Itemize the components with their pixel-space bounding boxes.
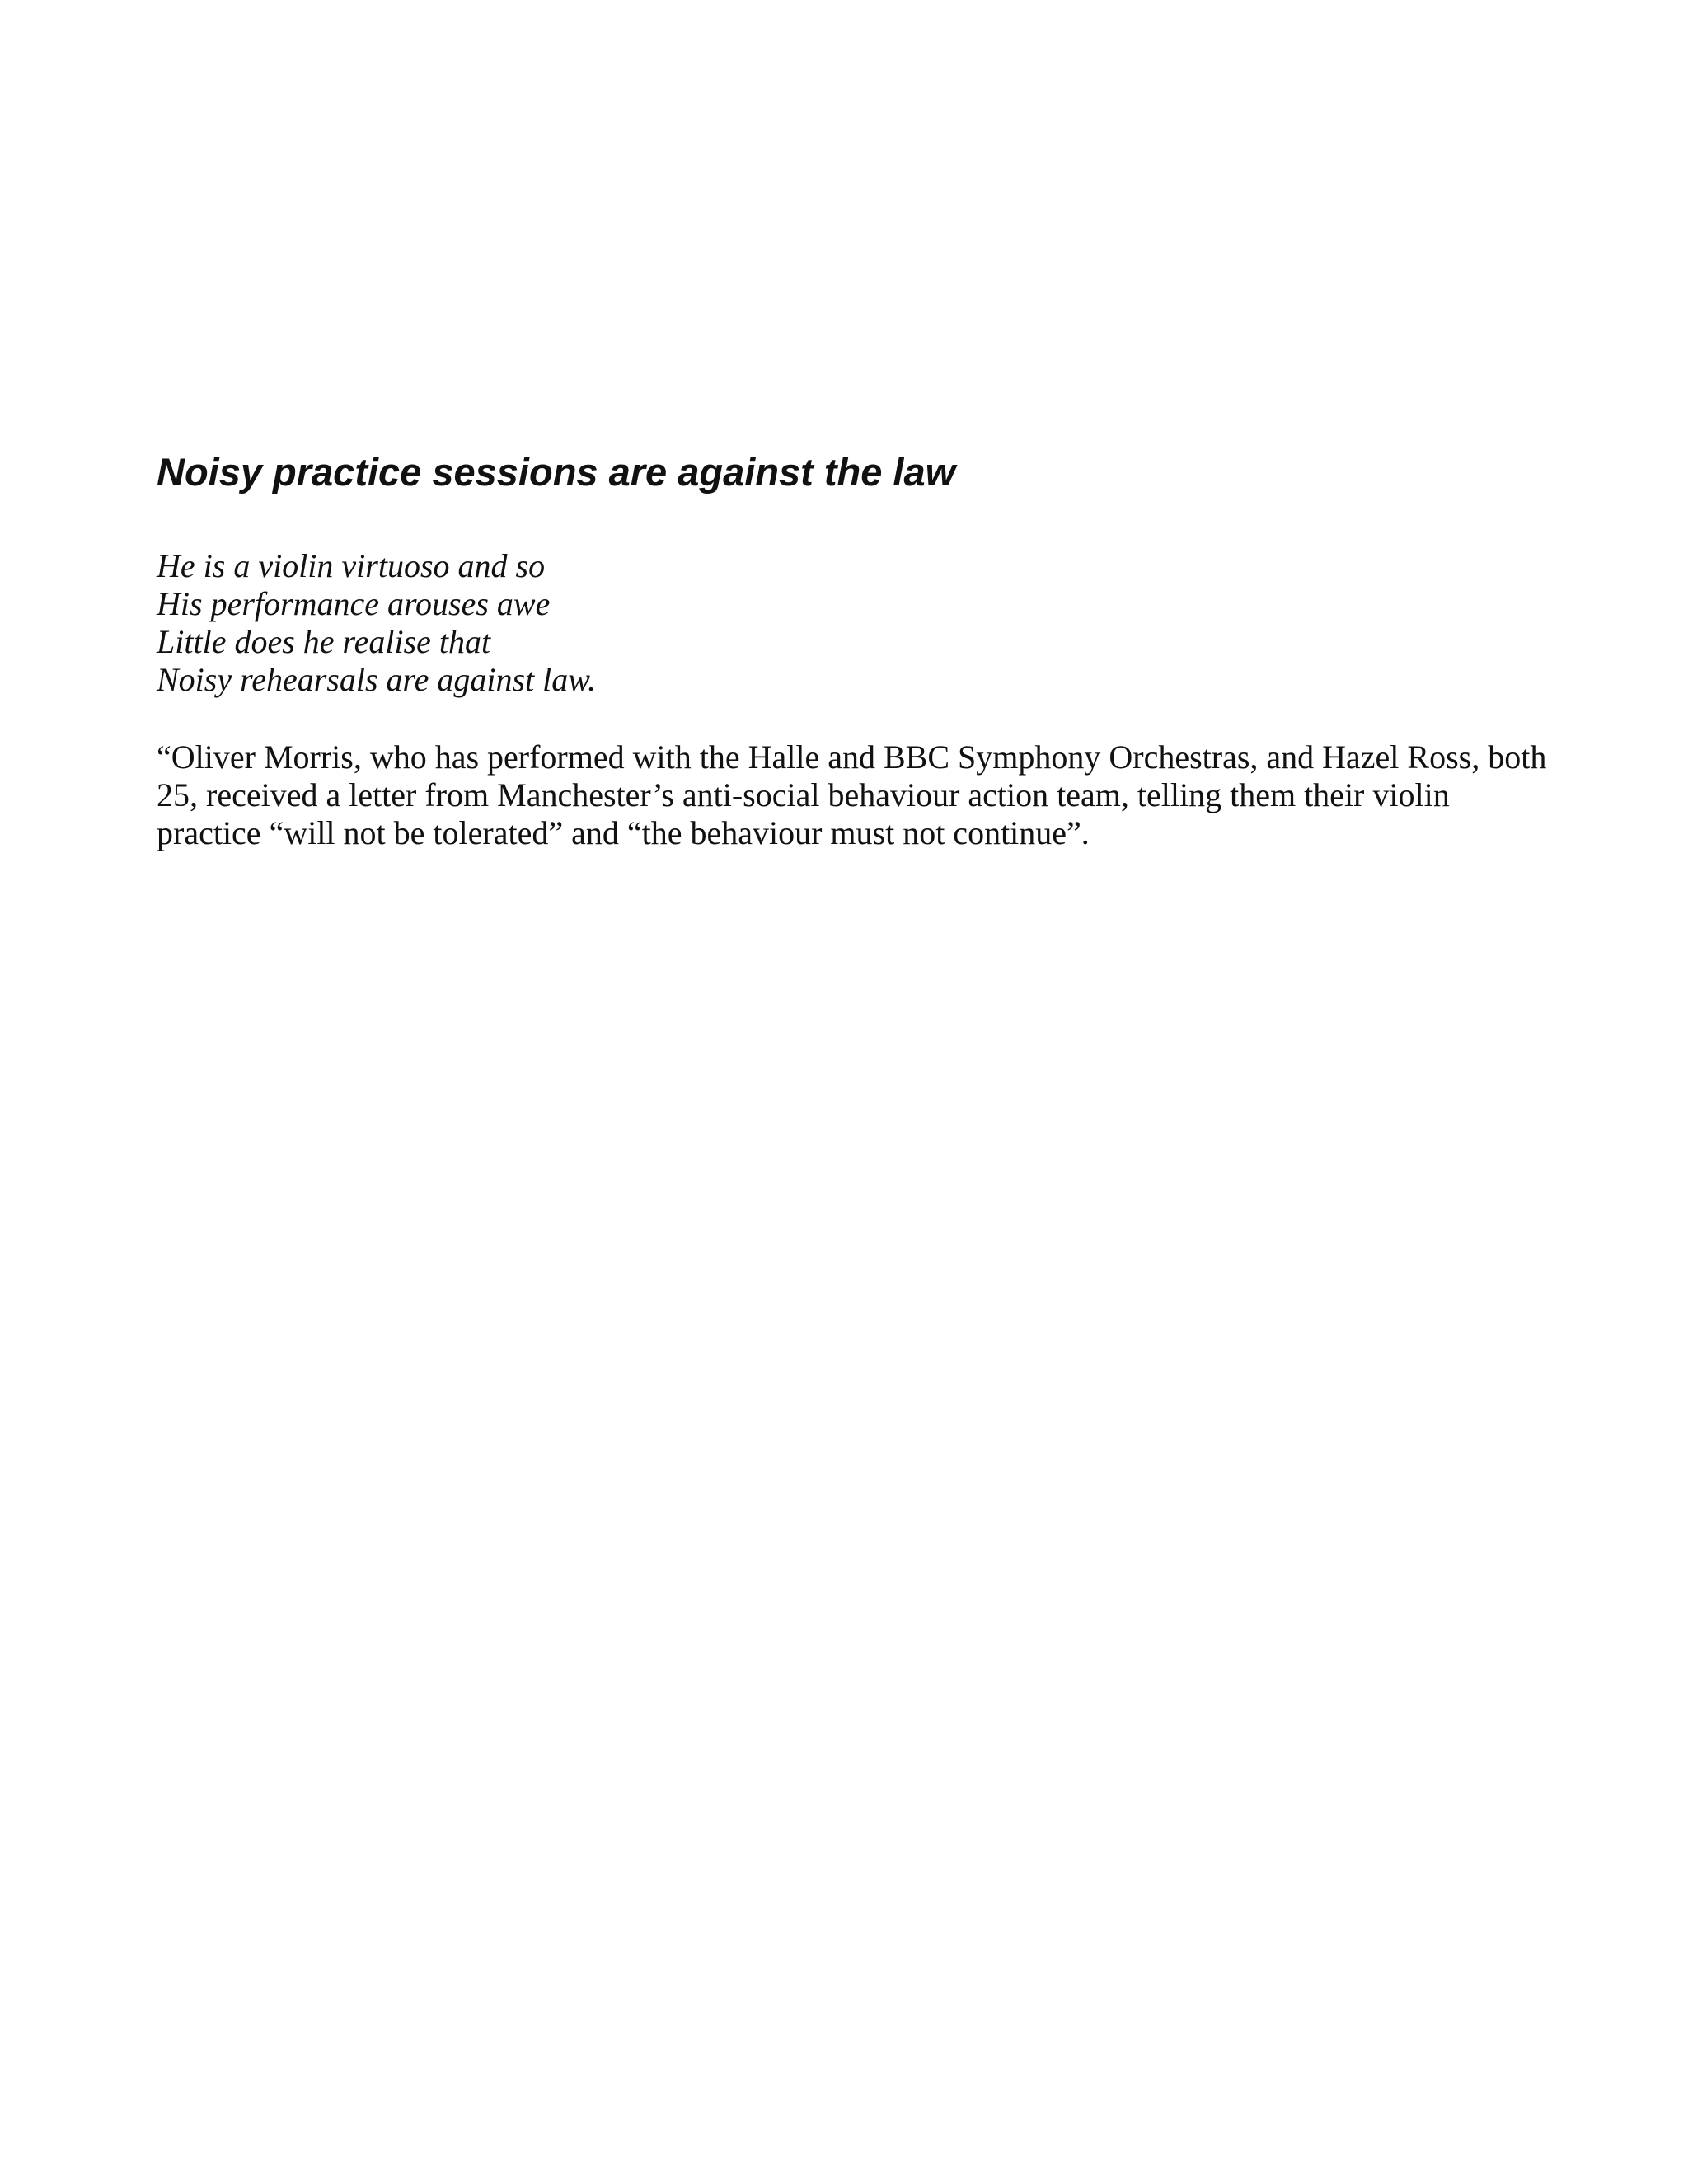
body-paragraph: “Oliver Morris, who has performed with the Halle and BBC Symphony Orchestras, and Hazel Ross, both 25, received a letter from Manchester’s anti-social behaviour action team, telling them their violin practice “will not be tolerated” and “the behaviour must not continue”. — [157, 738, 1547, 851]
poem-line: Little does he realise that — [157, 623, 491, 660]
poem-stanza — [157, 547, 596, 699]
poem-line: Noisy rehearsals are against law. — [157, 661, 596, 698]
document-title: Noisy practice sessions are against the law — [157, 450, 956, 494]
poem-line: He is a violin virtuoso and so — [157, 547, 546, 584]
poem-line: His performance arouses awe — [157, 585, 551, 622]
